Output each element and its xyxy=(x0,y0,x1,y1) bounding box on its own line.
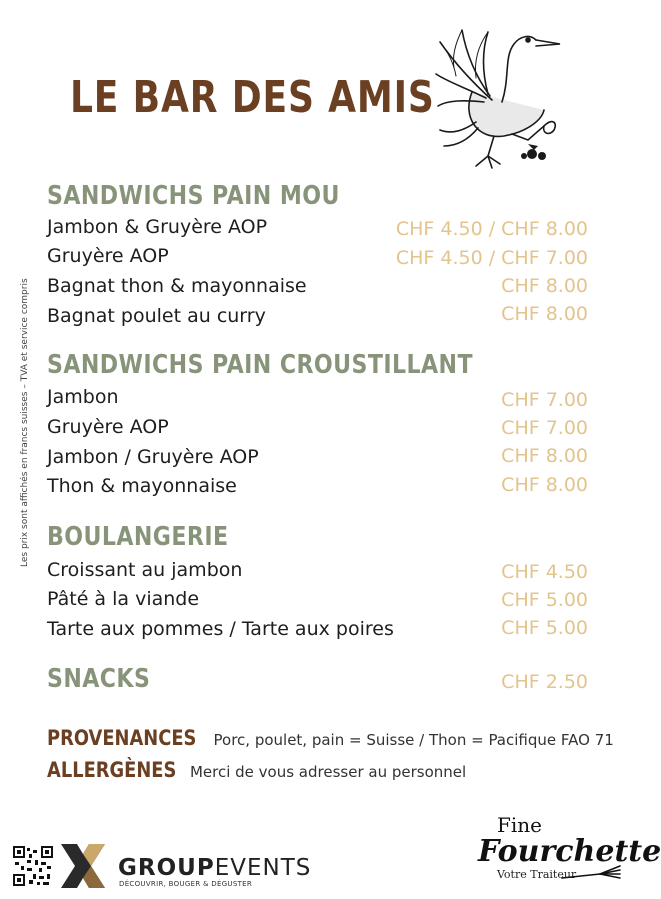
menu-item-price: CHF 8.00 xyxy=(501,445,588,467)
group-events-tagline: DÉCOUVRIR, BOUGER & DÉGUSTER xyxy=(119,880,253,888)
menu-item-price: CHF 8.00 xyxy=(501,303,588,325)
menu-item-price: CHF 7.00 xyxy=(501,389,588,411)
section-heading: SANDWICHS PAIN CROUSTILLANT xyxy=(47,350,473,380)
section-heading: BOULANGERIE xyxy=(47,522,229,552)
menu-item-price: CHF 4.50 / CHF 8.00 xyxy=(395,218,588,240)
menu-item-name: Pâté à la viande xyxy=(47,588,200,610)
menu-item-name: Gruyère AOP xyxy=(47,416,169,438)
menu-item-price: CHF 2.50 xyxy=(501,671,588,693)
group-events-name: GROUPEVENTS xyxy=(118,855,312,881)
menu-item-name: Jambon / Gruyère AOP xyxy=(47,446,259,468)
menu-item-name: Bagnat thon & mayonnaise xyxy=(47,275,307,297)
menu-item-price: CHF 4.50 / CHF 7.00 xyxy=(395,247,588,269)
provenances-text: Porc, poulet, pain = Suisse / Thon = Pacifique FAO 71 xyxy=(213,731,614,749)
group-events-logo-icon xyxy=(61,844,105,888)
fork-icon xyxy=(560,862,622,884)
menu-item-name: Thon & mayonnaise xyxy=(47,475,237,497)
menu-item-price: CHF 8.00 xyxy=(501,275,588,297)
menu-item-price: CHF 5.00 xyxy=(501,589,588,611)
fine-fourchette-fine: Fine xyxy=(497,813,542,837)
menu-item-price: CHF 8.00 xyxy=(501,474,588,496)
menu-item-name: Croissant au jambon xyxy=(47,559,243,581)
allergenes-label: ALLERGÈNES xyxy=(47,758,177,782)
menu-item-name: Jambon & Gruyère AOP xyxy=(47,216,268,238)
menu-item-price: CHF 5.00 xyxy=(501,617,588,639)
provenances-label: PROVENANCES xyxy=(47,726,197,750)
section-heading: SANDWICHS PAIN MOU xyxy=(47,181,340,211)
fine-fourchette-name: Fourchette xyxy=(478,834,661,869)
fine-fourchette-tagline: Votre Traiteur xyxy=(497,868,577,881)
page-title: LE BAR DES AMIS xyxy=(70,72,435,123)
qr-code-icon xyxy=(13,846,53,886)
section-heading: SNACKS xyxy=(47,664,151,694)
bird-illustration xyxy=(432,22,562,174)
menu-item-name: Bagnat poulet au curry xyxy=(47,305,266,327)
allergenes-text: Merci de vous adresser au personnel xyxy=(189,763,467,781)
menu-item-price: CHF 7.00 xyxy=(501,417,588,439)
menu-item-name: Gruyère AOP xyxy=(47,245,169,267)
menu-item-name: Tarte aux pommes / Tarte aux poires xyxy=(47,618,394,640)
menu-item-name: Jambon xyxy=(47,386,119,408)
provenances-line xyxy=(47,726,614,750)
allergenes-line xyxy=(47,758,466,782)
price-note: Les prix sont affichés en francs suisses – TVA et service compris xyxy=(20,278,30,567)
menu-item-price: CHF 4.50 xyxy=(501,561,588,583)
